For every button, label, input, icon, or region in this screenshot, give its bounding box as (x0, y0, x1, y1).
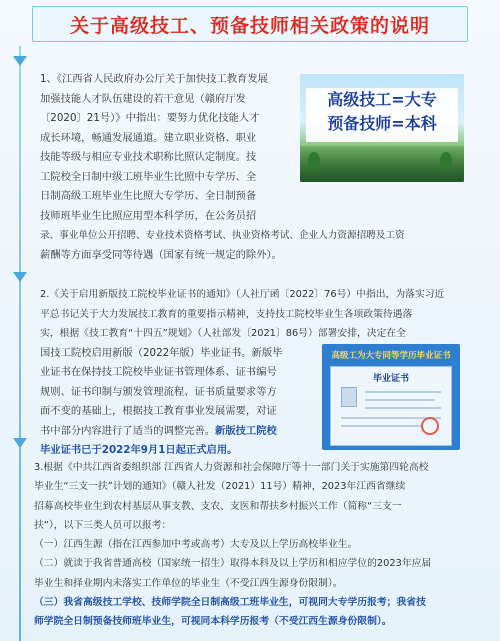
section-2-line: 平总书记关于大力发展技工教育的重要指示精神，支持技工院校毕业生各项政策待遇落 (40, 308, 413, 320)
section-1-line: 成长环境，畅通发展通道。建立职业资格、职业 (40, 131, 257, 144)
section-1-line: 薪酬等方面享受同等待遇（国家有统一规定的除外）。 (40, 248, 282, 261)
section-3-item: 毕业生和择业期内未落实工作单位的毕业生（不受江西生源身份限制）。 (34, 577, 343, 589)
section-3-item: （一）江西生源（指在江西参加中考或高考）大专及以上学历高校毕业生。 (34, 539, 358, 551)
section-2-line: 国技工院校启用新版（2022年版）毕业证书。新版毕 (40, 346, 283, 359)
certificate-image (322, 344, 460, 450)
section-3-item: （二）就读于我省普通高校（国家统一招生）取得本科及以上学历和相应学位的2023年应届 (34, 558, 432, 570)
timeline (17, 46, 23, 641)
section-1-line: 日制高级工班毕业生比照大专学历、全日制预备 (40, 190, 257, 202)
section-2-text: 书中部分内容进行了适当的调整完善。 (40, 424, 216, 437)
section-1-line: 技师班毕业生比照应用型本科学历，在公务员招 (40, 209, 257, 222)
certificate-paper (330, 366, 452, 446)
timeline-arrow-icon (13, 438, 27, 452)
title-banner (32, 6, 468, 42)
section-3-line: 扶”），以下三类人员可以报考： (34, 519, 172, 531)
highlight-text: （三）我省高级技工学校、技师学院全日制高级工班毕业生，可视同大专学历报考；我省技 (34, 597, 426, 609)
image-line-1: 高级技工=大专 (327, 90, 437, 109)
certificate-header: 高级工为大专同等学历毕业证书 (331, 351, 451, 361)
highlight-text: 毕业证书已于2022年9月1日起正式启用。 (40, 444, 238, 456)
timeline-arrow-icon (13, 56, 27, 70)
section-2-line: 面不变的基础上，根据技工教育事业发展需要，对证 (40, 405, 277, 417)
highlight-text: 师学院全日制预备技师班毕业生，可视同本科学历报考（不受江西生源身份限制）。 (34, 616, 392, 628)
policy-banner-image (300, 74, 464, 182)
section-2-line: 业证书在保持技工院校毕业证书管理体系、证书编号 (40, 366, 277, 378)
section-1-line: 〔2020〕21号）》中指出：要努力优化技能人才 (40, 112, 260, 124)
highlight-text: 新版技工院校 (215, 424, 277, 437)
section-1-line: 加强技能人才队伍建设的若干意见（赣府厅发 (40, 92, 246, 105)
timeline-arrow-icon (13, 272, 27, 286)
section-3-line: 毕业生“三支一扶”计划的通知》（赣人社发（2021）11号）精神，2023年江西省继续 (34, 481, 406, 493)
tree-graphic (308, 152, 320, 170)
section-2-line: 实，根据《技工教育“十四五”规划》（人社部发〔2021〕86号）部署安排，决定在全 (40, 328, 406, 339)
section-1-line: 1、《江西省人民政府办公厅关于加快技工教育发展 (40, 73, 268, 85)
section-3-line: 3.根据《中共江西省委组织部 江西省人力资源和社会保障厅等十一部门关于实施第四轮高校 (34, 462, 429, 473)
section-3-line: 招募高校毕业生到农村基层从事支教、支农、支医和帮扶乡村振兴工作（简称“三支一 (34, 500, 402, 512)
image-line-2: 预备技师=本科 (327, 114, 437, 133)
section-1-line: 技能等级与相应专业技术职称比照认定制度。技 (40, 151, 257, 163)
page-title: 关于高级技工、预备技师相关政策的说明 (69, 14, 430, 37)
section-2-line: 2.《关于启用新版技工院校毕业证书的通知》（人社厅函〔2022〕76号）中指出，为落实习近 (40, 289, 445, 300)
section-1-line: 录、事业单位公开招聘、专业技术资格考试、执业资格考试、企业人力资源招聘及工资 (40, 230, 405, 241)
section-2-line: 规则、证书印制与颁发管理流程、证书质量要求等方 (40, 385, 277, 398)
certificate-title: 毕业证书 (372, 374, 409, 384)
section-3 (34, 458, 431, 632)
photo-placeholder (341, 387, 357, 407)
section-1-line: 工院校全日制中级工班毕业生比照中专学历、全 (40, 170, 257, 183)
tree-graphic (440, 152, 452, 170)
stamp-icon (421, 417, 439, 435)
image-text-panel (306, 88, 458, 142)
timeline-line (19, 46, 21, 641)
